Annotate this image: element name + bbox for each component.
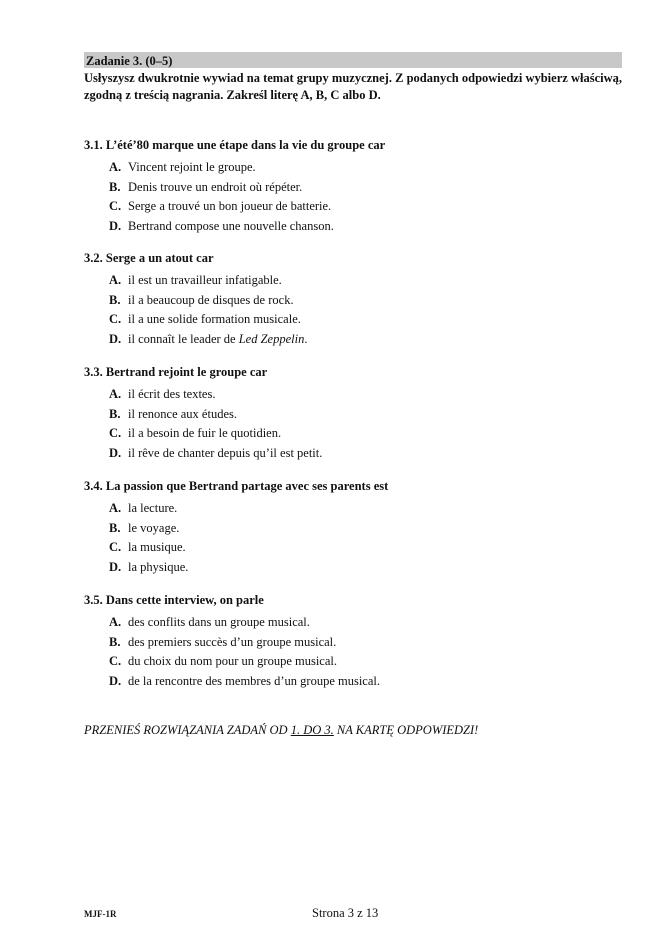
task-header (84, 52, 622, 68)
note-task-range: 1. DO 3. (290, 723, 334, 737)
option-letter: B. (109, 634, 121, 649)
answer-option-a[interactable] (109, 271, 622, 291)
option-letter: C. (109, 654, 122, 669)
answer-option-b[interactable] (109, 405, 622, 425)
option-text: Bertrand compose une nouvelle chanson. (128, 218, 334, 233)
option-text: il connaît le leader de (128, 331, 239, 346)
option-text: il renonce aux études. (128, 406, 237, 421)
answer-option-c[interactable] (109, 197, 622, 217)
answer-option-c[interactable] (109, 538, 622, 558)
question-3-4 (84, 478, 622, 577)
band-name: Led Zeppelin (238, 331, 305, 346)
answer-option-c[interactable] (109, 652, 622, 672)
option-text: Vincent rejoint le groupe. (128, 160, 256, 174)
question-3-2 (84, 250, 622, 349)
answer-option-c[interactable] (109, 310, 622, 330)
answer-option-d[interactable] (109, 330, 622, 350)
transfer-answers-note (84, 722, 478, 739)
answer-option-d[interactable] (109, 558, 622, 578)
option-letter: D. (109, 673, 122, 688)
option-letter: D. (109, 445, 122, 460)
answer-option-d[interactable] (109, 672, 622, 692)
option-letter: C. (109, 199, 122, 214)
option-text: le voyage. (128, 520, 180, 535)
note-text-end: NA KARTĘ ODPOWIEDZI! (333, 723, 479, 737)
option-text: il a une solide formation musicale. (128, 312, 301, 327)
option-text: du choix du nom pour un groupe musical. (128, 654, 337, 669)
question-3-1 (84, 137, 622, 236)
question-3-3 (84, 364, 622, 463)
task-instructions: Usłyszysz dwukrotnie wywiad na temat grupy muzycznej. Z podanych odpowiedzi wybierz właściwą, zgodną z treścią nagrania. Zakreśl literę A, B, C albo D. (84, 71, 622, 102)
question-title: 3.3. Bertrand rejoint le groupe car (84, 365, 268, 379)
option-text: Denis trouve un endroit où répéter. (128, 179, 303, 194)
question-title: 3.5. Dans cette interview, on parle (84, 593, 264, 607)
option-text: la physique. (128, 559, 189, 574)
option-letter: C. (109, 312, 122, 327)
option-text: de la rencontre des membres d’un groupe musical. (128, 673, 380, 688)
option-letter: C. (109, 426, 122, 441)
option-text: des premiers succès d’un groupe musical. (128, 634, 337, 649)
question-title: 3.4. La passion que Bertrand partage avec ses parents est (84, 479, 389, 493)
answer-option-c[interactable] (109, 424, 622, 444)
option-text: des conflits dans un groupe musical. (128, 615, 310, 629)
option-text: il est un travailleur infatigable. (128, 273, 282, 287)
answer-option-b[interactable] (109, 519, 622, 539)
option-text: il a beaucoup de disques de rock. (128, 292, 294, 307)
answer-option-d[interactable] (109, 217, 622, 237)
option-text: il rêve de chanter depuis qu’il est petit. (128, 445, 323, 460)
option-text: il a besoin de fuir le quotidien. (128, 426, 282, 441)
answer-option-a[interactable] (109, 613, 622, 633)
option-letter: B. (109, 292, 121, 307)
option-text: Serge a trouvé un bon joueur de batterie. (128, 199, 332, 214)
answer-option-b[interactable] (109, 178, 622, 198)
option-letter: B. (109, 520, 121, 535)
answer-option-b[interactable] (109, 633, 622, 653)
answer-option-a[interactable] (109, 385, 622, 405)
option-letter: D. (109, 218, 122, 233)
option-letter: D. (109, 559, 122, 574)
question-3-5 (84, 592, 622, 691)
option-letter: A. (109, 160, 122, 174)
option-letter: B. (109, 406, 121, 421)
answer-option-a[interactable] (109, 158, 622, 178)
option-letter: D. (109, 331, 122, 346)
option-letter: C. (109, 540, 122, 555)
answer-option-a[interactable] (109, 499, 622, 519)
page-number: Strona 3 z 13 (312, 906, 379, 920)
answer-option-d[interactable] (109, 444, 622, 464)
answer-option-b[interactable] (109, 291, 622, 311)
option-text: il écrit des textes. (128, 387, 216, 401)
option-letter: A. (109, 615, 122, 629)
option-letter: A. (109, 501, 122, 515)
option-letter: B. (109, 179, 121, 194)
option-text: la musique. (128, 540, 186, 555)
option-letter: A. (109, 273, 122, 287)
note-text-start: PRZENIEŚ ROZWIĄZANIA ZADAŃ OD (84, 723, 291, 737)
option-text-end: . (304, 331, 308, 346)
question-title: 3.2. Serge a un atout car (84, 251, 214, 265)
option-text: la lecture. (128, 501, 178, 515)
task-title: Zadanie 3. (0–5) (86, 54, 173, 68)
exam-code: MJF-1R (84, 909, 117, 919)
question-title: 3.1. L’été’80 marque une étape dans la vie du groupe car (84, 138, 386, 152)
option-letter: A. (109, 387, 122, 401)
